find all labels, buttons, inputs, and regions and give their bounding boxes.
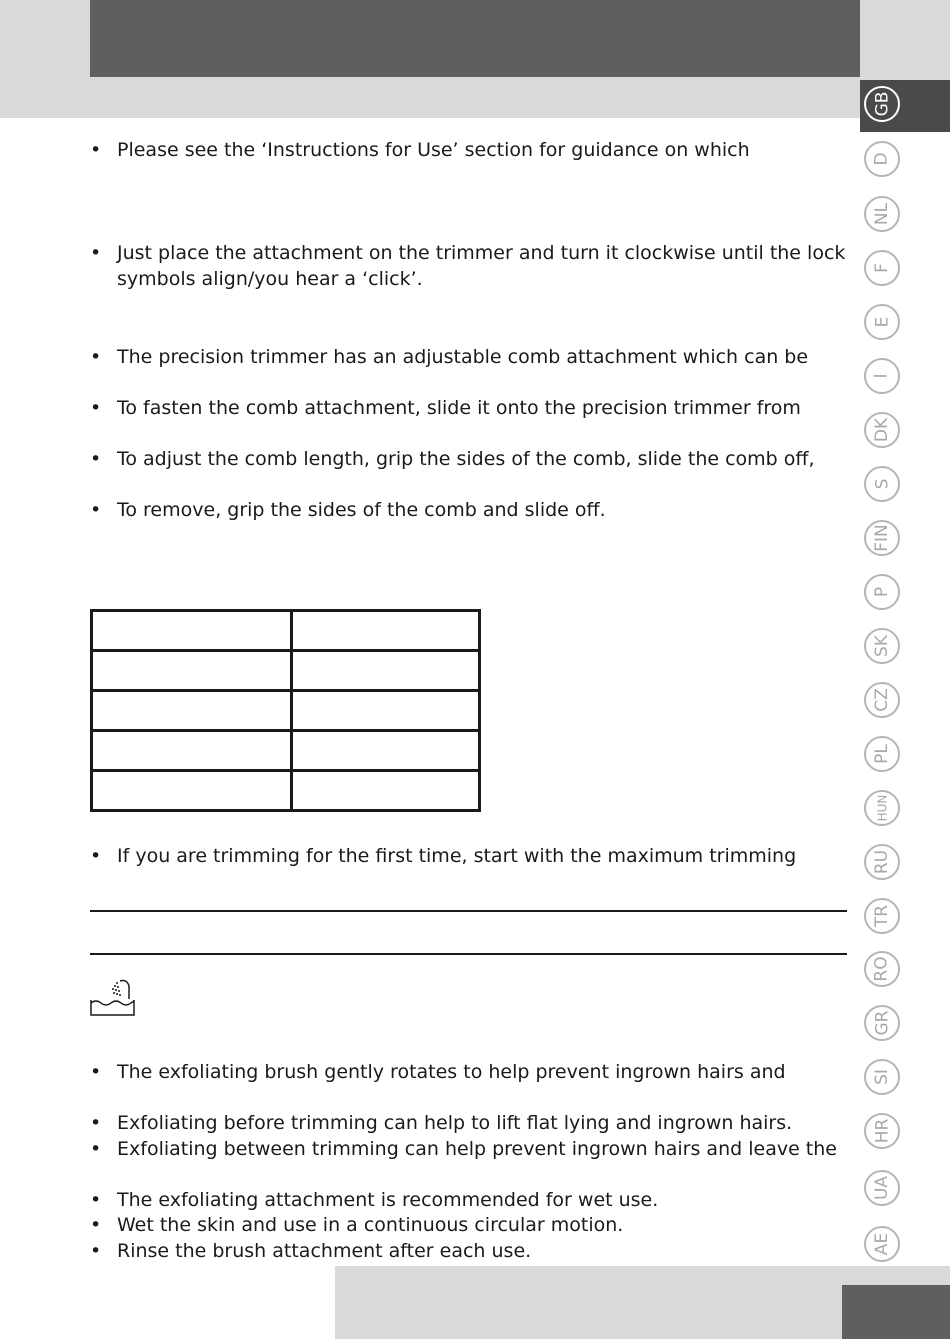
lang-label: S	[871, 478, 892, 490]
lang-tab-cz[interactable]	[864, 682, 900, 718]
bullet-dot: •	[90, 845, 102, 867]
bullet-text: The precision trimmer has an adjustable comb attachment which can be	[117, 346, 809, 368]
lang-label: HUN	[874, 794, 889, 822]
lang-tab-ro[interactable]	[864, 951, 900, 987]
comb-length-table	[90, 609, 481, 812]
bullet-dot: •	[90, 139, 102, 161]
bullet-item	[90, 843, 850, 869]
lang-label: SK	[871, 635, 892, 657]
lang-tab-fin[interactable]	[864, 520, 900, 556]
lang-label: AE	[872, 1232, 892, 1256]
table-row	[92, 651, 480, 691]
section-divider	[90, 910, 847, 912]
bullet-dot: •	[90, 1240, 102, 1262]
lang-tab-sk[interactable]	[864, 628, 900, 664]
bullet-item	[90, 1187, 850, 1213]
lang-tab-e[interactable]	[864, 304, 900, 340]
table-cell	[292, 651, 480, 691]
table-cell	[292, 691, 480, 731]
bullet-text: The exfoliating brush gently rotates to help prevent ingrown hairs and	[117, 1061, 786, 1083]
lang-tab-ua[interactable]	[864, 1170, 900, 1206]
table-row	[92, 691, 480, 731]
lang-label: HR	[871, 1118, 892, 1144]
bullet-dot: •	[90, 242, 102, 264]
page-number-box	[842, 1285, 950, 1339]
bullet-item	[90, 240, 850, 292]
lang-tab-d[interactable]	[864, 141, 900, 177]
bullet-dot: •	[90, 448, 102, 470]
bullet-dot: •	[90, 346, 102, 368]
bullet-text: To fasten the comb attachment, slide it onto the precision trimmer from	[117, 397, 801, 419]
table-row	[92, 731, 480, 771]
table-row	[92, 611, 480, 651]
lang-tab-tr[interactable]	[864, 898, 900, 934]
lang-tab-nl[interactable]	[864, 196, 900, 232]
bullet-dot: •	[90, 1214, 102, 1236]
bullet-item	[90, 497, 850, 523]
bullet-text: Wet the skin and use in a continuous circular motion.	[117, 1214, 624, 1236]
table-cell	[92, 611, 292, 651]
bullet-item	[90, 446, 850, 472]
lang-tab-ae[interactable]	[864, 1226, 900, 1262]
bullet-dot: •	[90, 1189, 102, 1211]
lang-label: I	[871, 373, 892, 379]
bullet-dot: •	[90, 1138, 102, 1160]
table-cell	[92, 731, 292, 771]
bullet-item	[90, 1238, 850, 1264]
lang-tab-ru[interactable]	[864, 844, 900, 880]
bullet-item	[90, 1212, 850, 1238]
bullet-text: Please see the ‘Instructions for Use’ section for guidance on which	[117, 139, 750, 161]
bullet-text: Rinse the brush attachment after each use.	[117, 1240, 532, 1262]
bullet-text: To adjust the comb length, grip the sides of the comb, slide the comb off,	[117, 448, 815, 470]
bullet-text: Exfoliating between trimming can help prevent ingrown hairs and leave the	[117, 1138, 837, 1160]
table-row	[92, 771, 480, 811]
table-cell	[92, 691, 292, 731]
bullet-item	[90, 1110, 850, 1136]
bullet-dot: •	[90, 1061, 102, 1083]
lang-label: UA	[871, 1175, 892, 1201]
lang-tab-gr[interactable]	[864, 1005, 900, 1041]
section-divider	[90, 953, 847, 955]
lang-label: FIN	[871, 524, 892, 552]
bullet-text: The exfoliating attachment is recommended for wet use.	[117, 1189, 659, 1211]
bullet-text: Just place the attachment on the trimmer and turn it clockwise until the lock symbols align/you hear a ‘click’.	[117, 242, 846, 290]
bullet-item	[90, 1136, 850, 1162]
sidebar-top-band	[860, 0, 950, 80]
bullet-item	[90, 137, 850, 163]
bullet-dot: •	[90, 499, 102, 521]
lang-label: PL	[871, 744, 892, 764]
bullet-item	[90, 395, 850, 421]
bullet-dot: •	[90, 397, 102, 419]
lang-label: GR	[872, 1010, 892, 1036]
lang-label: RO	[871, 956, 892, 982]
lang-label: RU	[871, 849, 892, 875]
lang-label: F	[872, 263, 892, 273]
table-cell	[92, 771, 292, 811]
bullet-item	[90, 1059, 850, 1085]
lang-tab-i[interactable]	[864, 358, 900, 394]
lang-label: CZ	[872, 688, 892, 712]
lang-tab-pl[interactable]	[864, 736, 900, 772]
bullet-text: Exfoliating before trimming can help to lift flat lying and ingrown hairs.	[117, 1112, 793, 1134]
table-cell	[292, 731, 480, 771]
lang-tab-dk[interactable]	[864, 412, 900, 448]
lang-label: GB	[872, 91, 892, 117]
wash-symbol-icon	[90, 978, 136, 1018]
lang-label: NL	[871, 202, 892, 226]
table-cell	[292, 771, 480, 811]
lang-label: TR	[871, 904, 892, 928]
bullet-item	[90, 344, 850, 370]
lang-tab-si[interactable]	[864, 1059, 900, 1095]
bullet-dot: •	[90, 1112, 102, 1134]
lang-tab-hr[interactable]	[864, 1113, 900, 1149]
lang-tab-hun[interactable]	[864, 790, 900, 826]
header-dark-bar	[90, 0, 860, 77]
lang-tab-gb[interactable]	[864, 86, 900, 122]
table-cell	[92, 651, 292, 691]
bullet-text: If you are trimming for the first time, start with the maximum trimming	[117, 845, 797, 867]
lang-label: SI	[872, 1069, 892, 1085]
lang-tab-f[interactable]	[864, 250, 900, 286]
lang-label: DK	[872, 417, 892, 443]
lang-tab-s[interactable]	[864, 466, 900, 502]
lang-label: E	[872, 316, 892, 328]
lang-label: D	[872, 152, 892, 166]
bullet-text: To remove, grip the sides of the comb and slide off.	[117, 499, 606, 521]
lang-label: P	[871, 586, 892, 598]
table-cell	[292, 611, 480, 651]
lang-tab-p[interactable]	[864, 574, 900, 610]
